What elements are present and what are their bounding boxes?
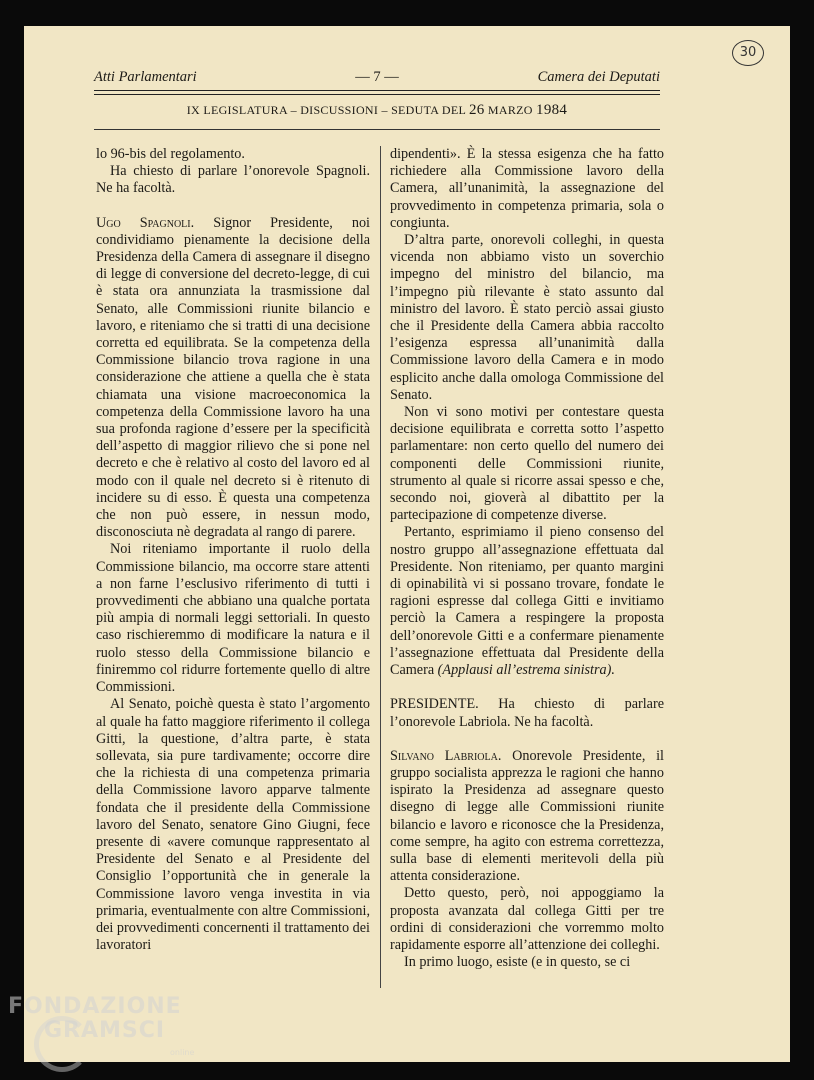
paragraph: D’altra parte, onorevoli colleghi, in questa vicenda non abbiamo visto un soverchio impegno del ministro del bilancio, ma l’impegno più rilevante è stato assunto dal ministro del lavoro. È stato perciò assai giusto che il Presidente della Camera abbia raccolto l’esigenza espressa all’unanimità dalla Commissione lavoro della Camera e in modo esplicito anche dalla omologa Commissione del Senato. <box>390 232 664 403</box>
speech-text: . Signor Presidente, noi condividiamo pienamente la decisione della Presidenza della Camera di assegnare il disegno di legge di conversione del decreto-legge, di cui è stata ora annunziata la trasmissione dal Senato, alle Commissioni riunite bilancio e lavoro, e riteniamo che si tratti di una decisione corretta ed equilibrata. Se la competenza della Commissione bilancio trova ragione in una considerazione che attiene a quella che è stata chiamata una visione macroeconomica la competenza della Commissione lavoro ha una sua profonda ragione d’essere per la specificità dell’aspetto di maggior rilievo che si pone nel decreto e che è relativo al costo del lavoro ed al modo con il quale nel decreto si è ritenuto di incidere su di esso. È questa una competenza che non può essere, in nessun modo, disconosciuta nè degradata al rango di parere. <box>96 214 370 541</box>
speech-text: . Onorevole Presidente, il gruppo socialista apprezza le ragioni che hanno ispirato la Presidenza ad assegnare questo disegno di legge alle Commissioni riunite bilancio e lavoro e riconosce che la Presidenza, come sempre, ha agito con estrema correttezza, sulla base di elementi meritevoli della più attenta considerazione. <box>390 747 664 885</box>
paragraph: In primo luogo, esiste (e in questo, se ci <box>404 954 631 971</box>
paragraph: Detto questo, però, noi appoggiamo la proposta avanzata dal collega Gitti per tre ordini di considerazioni che vorremmo molto rapidamente esporre all’attenzione dei colleghi. <box>390 885 664 953</box>
running-header <box>94 69 660 89</box>
speech-paragraph <box>390 748 664 886</box>
session-day: 26 <box>468 102 485 118</box>
session-month: MARZO <box>484 103 537 117</box>
session-year: 1984 <box>536 102 568 118</box>
session-rule <box>94 129 660 130</box>
speaker-name: PRESIDENTE <box>390 696 476 713</box>
paragraph: Al Senato, poichè questa è stato l’argomento al quale ha fatto maggiore riferimento il collega Gitti, la questione, d’altra parte, è stata sollevata, sia pure tardivamente; occorre dire che la richiesta di una competenza primaria della Commissione lavoro apparve talmente fondata che il presidente della Commissione lavoro del Senato, senatore Gino Giugni, fece presente di «avere comunque rappresentato al Presidente del Senato e al Presidente del Consiglio l’opportunità che in generale la Commissione lavoro venga investita in via primaria, eventualmente con altre Commissioni, dei provvedimenti concernenti il trattamento dei lavoratori <box>96 696 370 954</box>
document-page <box>24 26 790 1062</box>
session-prefix: IX LEGISLATURA – DISCUSSIONI – SEDUTA DEL <box>186 103 469 117</box>
header-left: Atti Parlamentari <box>94 69 197 85</box>
column-divider <box>380 146 381 988</box>
paragraph: Ha chiesto di parlare l’onorevole Spagnoli. Ne ha facoltà. <box>96 163 370 197</box>
handwritten-page-number: 30 <box>732 40 764 66</box>
speech-text: . Ha chiesto di parlare l’onorevole Labriola. Ne ha facoltà. <box>390 696 664 730</box>
president-paragraph <box>390 696 664 730</box>
paragraph: Noi riteniamo importante il ruolo della Commissione bilancio, ma occorre stare attenti a non farne l’esclusivo riferimento di tutti i provvedimenti che abbiano una qualche portata più ampia di normali leggi settoriali. In questo caso rischieremmo di modificare la natura e il ruolo stesso della Commissione bilancio e finiremmo col ridurre fortemente quello di altre Commissioni. <box>96 541 370 696</box>
watermark-suffix: online <box>170 1048 195 1057</box>
watermark-logo <box>8 990 208 1070</box>
applause-note: (Applausi all’estrema sinistra). <box>437 662 615 679</box>
speech-paragraph <box>96 215 370 542</box>
paragraph: Non vi sono motivi per contestare questa decisione equilibrata e corretta sotto l’aspetto parlamentare: non certo quello del numero dei componenti delle Commissioni riunite, strumento al quale si ricorre assai spesso e che, secondo noi, gioverà al dibattito per la partecipazione di competenze diverse. <box>390 404 664 524</box>
session-line <box>94 102 660 119</box>
left-column <box>96 146 370 954</box>
speaker-name: Ugo Spagnoli <box>96 214 191 231</box>
watermark-line2: GRAMSCI <box>44 1018 166 1043</box>
header-rule <box>94 90 660 95</box>
page-number: — 7 — <box>355 69 399 85</box>
paragraph <box>390 524 664 679</box>
watermark-line1: FONDAZIONE <box>8 994 182 1019</box>
paragraph: dipendenti». È la stessa esigenza che ha fatto richiedere alla Commissione lavoro della Camera, all’unanimità, la assegnazione del provvedimento in competenza primaria, sola o congiunta. <box>390 146 664 231</box>
header-right: Camera dei Deputati <box>537 69 660 85</box>
paragraph: lo 96-bis del regolamento. <box>96 146 245 162</box>
right-column <box>390 146 664 971</box>
speaker-name: Silvano Labriola <box>390 747 498 764</box>
paragraph-text: Pertanto, esprimiamo il pieno consenso del nostro gruppo all’assegnazione effettuata dal Presidente. Non riteniamo, per quanto margini di opinabilità vi si possano trovare, fondate le ragioni espresse dal collega Gitti e invitiamo perciò la Camera a respingere la proposta dell’onorevole Gitti e a confermare pienamente l’assegnazione effettuata dal Presidente della Camera <box>390 524 664 679</box>
